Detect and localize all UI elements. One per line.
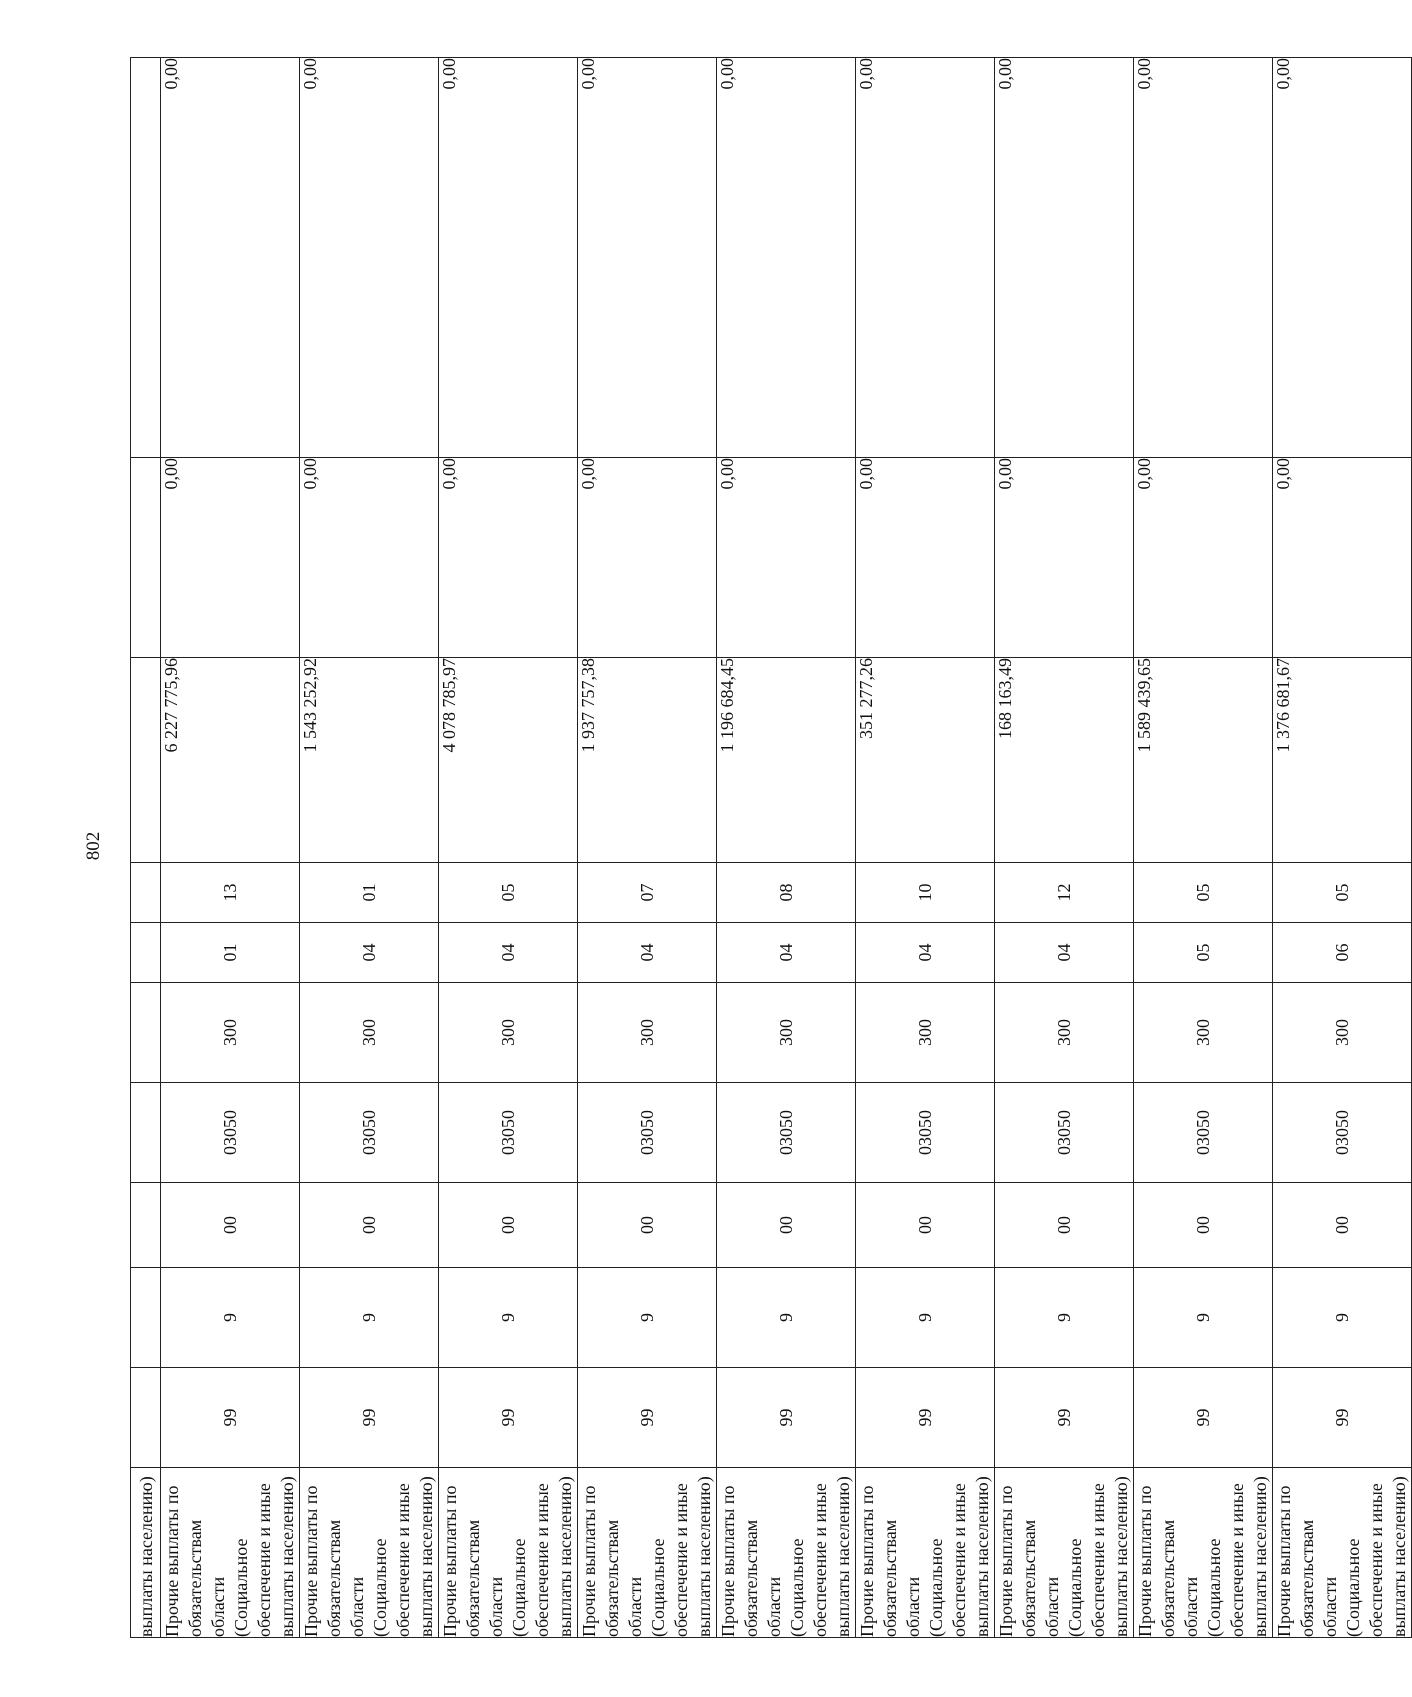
amount-cell: 1 589 439,65: [1134, 658, 1273, 863]
code-cell-1: 99: [439, 1368, 578, 1468]
code-cell-3: 00: [717, 1183, 856, 1268]
code-cell-3: 00: [578, 1183, 717, 1268]
description-line: (Социальное обеспечение и иные: [1204, 1483, 1247, 1637]
code-cell-1: 99: [717, 1368, 856, 1468]
description-line: выплаты населению): [972, 1476, 992, 1637]
description-line: выплаты населению): [416, 1476, 436, 1637]
subsection-code-cell: 05: [1273, 863, 1412, 923]
subsection-code-cell: 10: [856, 863, 995, 923]
section-code-cell: 04: [717, 923, 856, 983]
code-cell-5: 300: [161, 983, 300, 1083]
value-cell-2: 0,00: [161, 458, 300, 658]
code-cell-1: 99: [995, 1368, 1134, 1468]
value-cell-2: 0,00: [300, 458, 439, 658]
value-cell-2: 0,00: [1134, 458, 1273, 658]
continuation-cell: выплаты населению): [131, 1468, 161, 1638]
description-line: обязательствам области: [185, 1519, 228, 1637]
code-cell-4: 03050: [439, 1083, 578, 1183]
description-line: (Социальное обеспечение и иные: [231, 1483, 274, 1637]
code-cell-3: 00: [1273, 1183, 1412, 1268]
table-row: [578, 58, 717, 1638]
description-line: выплаты населению): [277, 1476, 297, 1637]
subsection-code-cell: 08: [717, 863, 856, 923]
code-cell-2: 9: [439, 1268, 578, 1368]
code-cell-4: 03050: [856, 1083, 995, 1183]
code-cell-2: 9: [578, 1268, 717, 1368]
section-code-cell: 05: [1134, 923, 1273, 983]
value-cell-2: 0,00: [439, 458, 578, 658]
code-cell-3: 00: [995, 1183, 1134, 1268]
table-row: [1273, 58, 1412, 1638]
amount-cell: 6 227 775,96: [161, 658, 300, 863]
table-row: [856, 58, 995, 1638]
description-line: Прочие выплаты по: [301, 1485, 321, 1637]
value-cell-3: 0,00: [439, 58, 578, 458]
code-cell-4: 03050: [300, 1083, 439, 1183]
description-line: (Социальное обеспечение и иные: [1065, 1483, 1108, 1637]
description-line: Прочие выплаты по: [857, 1485, 877, 1637]
description-line: обязательствам области: [324, 1519, 367, 1637]
description-cell: [161, 1468, 300, 1638]
description-cell: [578, 1468, 717, 1638]
description-cell: [439, 1468, 578, 1638]
amount-cell: 168 163,49: [995, 658, 1134, 863]
description-line: выплаты населению): [1389, 1476, 1409, 1637]
description-cell: [1134, 1468, 1273, 1638]
code-cell-2: 9: [161, 1268, 300, 1368]
section-code-cell: 01: [161, 923, 300, 983]
description-line: выплаты населению): [555, 1476, 575, 1637]
code-cell-3: 00: [300, 1183, 439, 1268]
code-cell-5: 300: [578, 983, 717, 1083]
value-cell-2: 0,00: [578, 458, 717, 658]
code-cell-5: 300: [1134, 983, 1273, 1083]
value-cell-3: 0,00: [161, 58, 300, 458]
amount-cell: 1 376 681,67: [1273, 658, 1412, 863]
subsection-code-cell: 13: [161, 863, 300, 923]
code-cell-4: 03050: [1273, 1083, 1412, 1183]
code-cell-5: 300: [1273, 983, 1412, 1083]
description-cell: [1273, 1468, 1412, 1638]
value-cell-3: 0,00: [717, 58, 856, 458]
code-cell-3: 00: [856, 1183, 995, 1268]
code-cell-4: 03050: [995, 1083, 1134, 1183]
description-line: (Социальное обеспечение и иные: [1343, 1483, 1386, 1637]
description-cell: [300, 1468, 439, 1638]
section-code-cell: 04: [439, 923, 578, 983]
budget-table: [130, 57, 1412, 1638]
description-line: обязательствам области: [463, 1519, 506, 1637]
code-cell-1: 99: [1134, 1368, 1273, 1468]
amount-cell: 351 277,26: [856, 658, 995, 863]
subsection-code-cell: 01: [300, 863, 439, 923]
code-cell-5: 300: [300, 983, 439, 1083]
value-cell-2: 0,00: [995, 458, 1134, 658]
code-cell-4: 03050: [578, 1083, 717, 1183]
code-cell-2: 9: [856, 1268, 995, 1368]
code-cell-2: 9: [1273, 1268, 1412, 1368]
description-line: выплаты населению): [694, 1476, 714, 1637]
description-line: Прочие выплаты по: [579, 1485, 599, 1637]
description-line: (Социальное обеспечение и иные: [509, 1483, 552, 1637]
code-cell-4: 03050: [161, 1083, 300, 1183]
code-cell-1: 99: [578, 1368, 717, 1468]
table-row: [717, 58, 856, 1638]
description-line: обязательствам области: [741, 1519, 784, 1637]
section-code-cell: 06: [1273, 923, 1412, 983]
description-line: Прочие выплаты по: [718, 1485, 738, 1637]
code-cell-4: 03050: [1134, 1083, 1273, 1183]
subsection-code-cell: 07: [578, 863, 717, 923]
subsection-code-cell: 05: [439, 863, 578, 923]
code-cell-2: 9: [300, 1268, 439, 1368]
value-cell-3: 0,00: [856, 58, 995, 458]
description-cell: [995, 1468, 1134, 1638]
section-code-cell: 04: [995, 923, 1134, 983]
code-cell-1: 99: [300, 1368, 439, 1468]
value-cell-3: 0,00: [1134, 58, 1273, 458]
description-line: обязательствам области: [880, 1519, 923, 1637]
code-cell-5: 300: [717, 983, 856, 1083]
table-row: [161, 58, 300, 1638]
code-cell-1: 99: [856, 1368, 995, 1468]
description-line: (Социальное обеспечение и иные: [926, 1483, 969, 1637]
code-cell-5: 300: [856, 983, 995, 1083]
section-code-cell: 04: [578, 923, 717, 983]
amount-cell: 1 937 757,38: [578, 658, 717, 863]
value-cell-3: 0,00: [300, 58, 439, 458]
code-cell-4: 03050: [717, 1083, 856, 1183]
rotated-table-frame: [130, 58, 1409, 1638]
section-code-cell: 04: [856, 923, 995, 983]
description-line: (Социальное обеспечение и иные: [370, 1483, 413, 1637]
description-line: Прочие выплаты по: [162, 1485, 182, 1637]
code-cell-1: 99: [161, 1368, 300, 1468]
value-cell-2: 0,00: [717, 458, 856, 658]
description-cell: [856, 1468, 995, 1638]
description-line: обязательствам области: [602, 1519, 645, 1637]
code-cell-5: 300: [995, 983, 1134, 1083]
continuation-row: [131, 58, 161, 1638]
description-line: (Социальное обеспечение и иные: [787, 1483, 830, 1637]
description-line: обязательствам области: [1297, 1519, 1340, 1637]
description-cell: [717, 1468, 856, 1638]
description-line: обязательствам области: [1158, 1519, 1201, 1637]
description-line: выплаты населению): [833, 1476, 853, 1637]
description-line: Прочие выплаты по: [1135, 1485, 1155, 1637]
description-line: выплаты населению): [1111, 1476, 1131, 1637]
code-cell-2: 9: [717, 1268, 856, 1368]
section-code-cell: 04: [300, 923, 439, 983]
value-cell-2: 0,00: [856, 458, 995, 658]
code-cell-5: 300: [439, 983, 578, 1083]
code-cell-3: 00: [439, 1183, 578, 1268]
value-cell-3: 0,00: [995, 58, 1134, 458]
code-cell-3: 00: [1134, 1183, 1273, 1268]
subsection-code-cell: 12: [995, 863, 1134, 923]
table-row: [1134, 58, 1273, 1638]
value-cell-3: 0,00: [1273, 58, 1412, 458]
code-cell-3: 00: [161, 1183, 300, 1268]
table-row: [439, 58, 578, 1638]
amount-cell: 1 196 684,45: [717, 658, 856, 863]
subsection-code-cell: 05: [1134, 863, 1273, 923]
value-cell-3: 0,00: [578, 58, 717, 458]
description-line: (Социальное обеспечение и иные: [648, 1483, 691, 1637]
code-cell-1: 99: [1273, 1368, 1412, 1468]
table-row: [995, 58, 1134, 1638]
table-body: [131, 58, 1412, 1638]
description-line: выплаты населению): [1250, 1476, 1270, 1637]
description-line: Прочие выплаты по: [440, 1485, 460, 1637]
page-number: 802: [83, 831, 104, 861]
amount-cell: 1 543 252,92: [300, 658, 439, 863]
value-cell-2: 0,00: [1273, 458, 1412, 658]
code-cell-2: 9: [1134, 1268, 1273, 1368]
table-row: [300, 58, 439, 1638]
description-line: обязательствам области: [1019, 1519, 1062, 1637]
code-cell-2: 9: [995, 1268, 1134, 1368]
description-line: Прочие выплаты по: [1274, 1485, 1294, 1637]
amount-cell: 4 078 785,97: [439, 658, 578, 863]
description-line: Прочие выплаты по: [996, 1485, 1016, 1637]
